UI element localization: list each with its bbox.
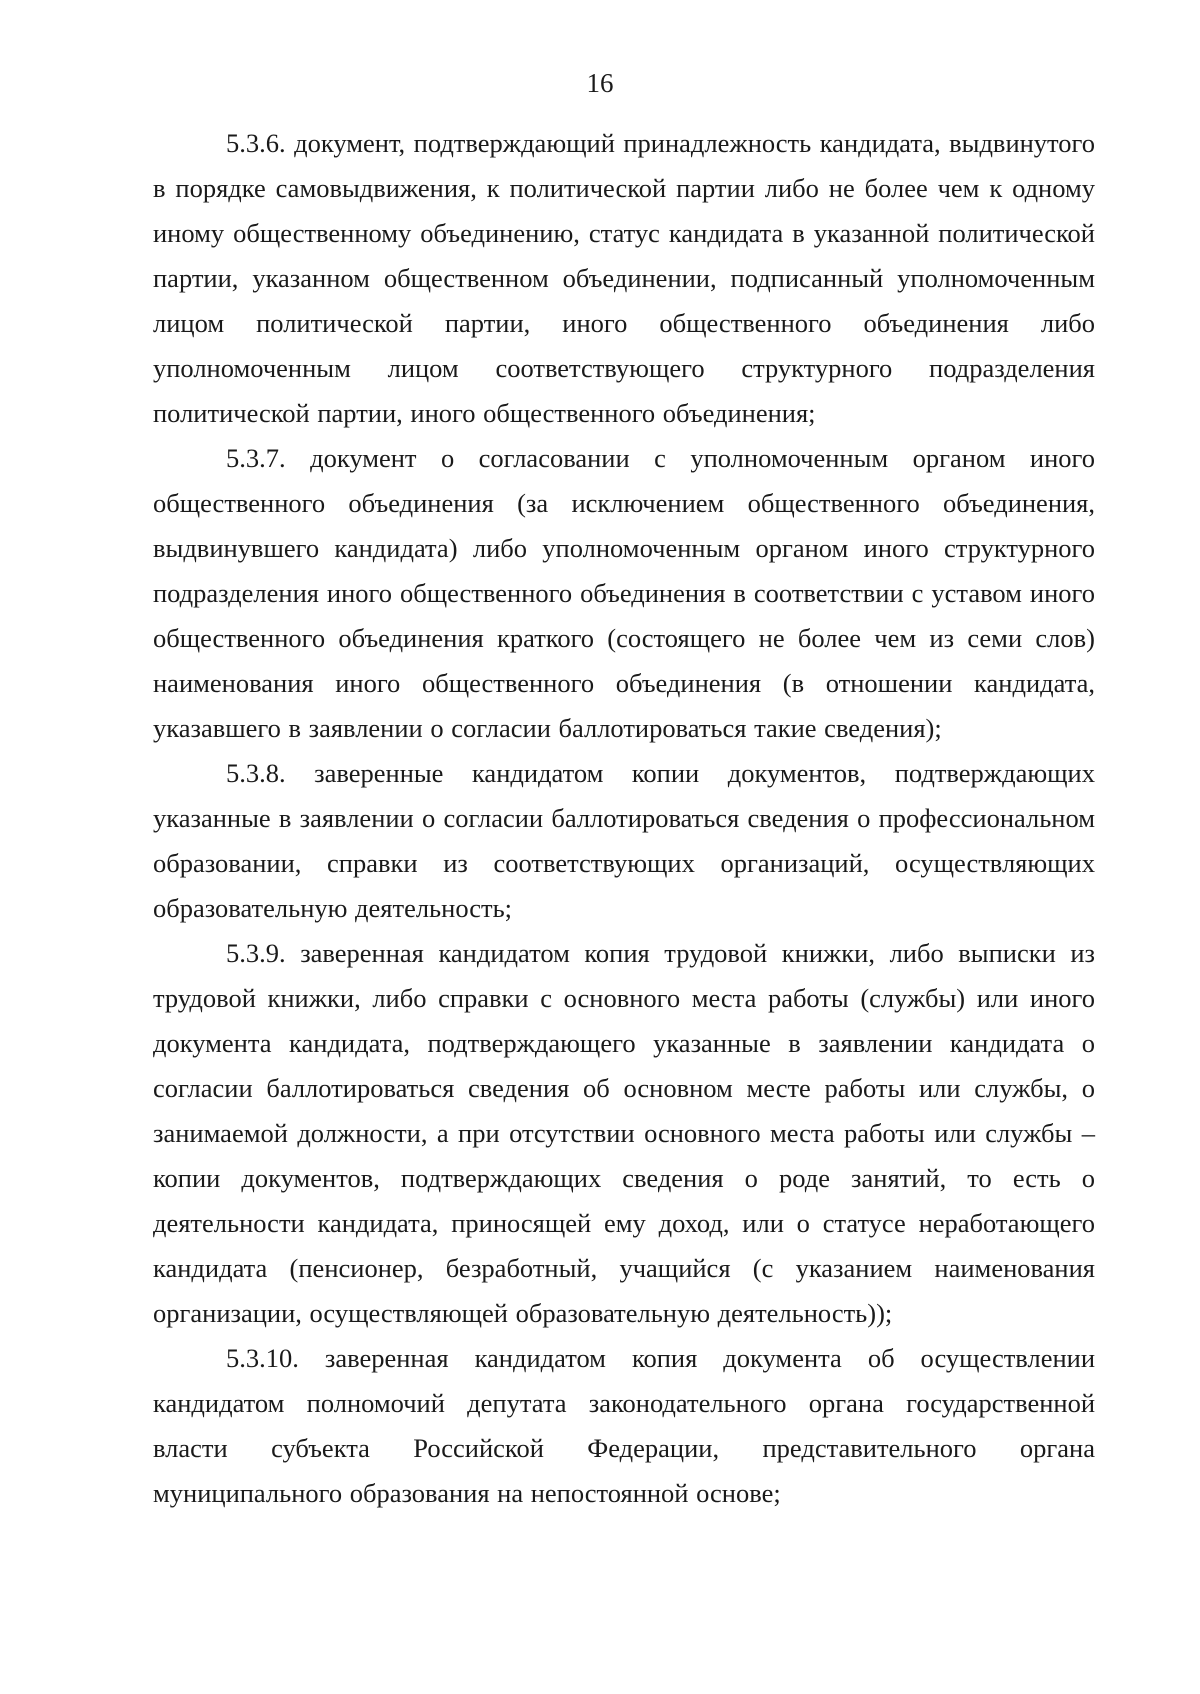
paragraph-5-3-9: 5.3.9. заверенная кандидатом копия трудовой книжки, либо выписки из трудовой книжки, либо справки с основного места работы (службы) или иного документа кандидата, подтверждающего указанные в заявлении кандидата о согласии баллотироваться сведения об основном месте работы или службы, о занимаемой должности, а при отсутствии основного места работы или службы – копии документов, подтверждающих сведения о роде занятий, то есть о деятельности кандидата, приносящей ему доход, или о статусе неработающего кандидата (пенсионер, безработный, учащийся (с указанием наименования организации, осуществляющей образовательную деятельность)); bbox=[153, 938, 1095, 1328]
paragraph-5-3-7: 5.3.7. документ о согласовании с уполномоченным органом иного общественного объединения (за исключением общественного объединения, выдвинувшего кандидата) либо уполномоченным органом иного структурного подразделения иного общественного объединения в соответствии с уставом иного общественного объединения краткого (состоящего не более чем из семи слов) наименования иного общественного объединения (в отношении кандидата, указавшего в заявлении о согласии баллотироваться такие сведения); bbox=[153, 443, 1095, 743]
paragraph-5-3-8: 5.3.8. заверенные кандидатом копии документов, подтверждающих указанные в заявлении о согласии баллотироваться сведения о профессиональном образовании, справки из соответствующих организаций, осуществляющих образовательную деятельность; bbox=[153, 758, 1095, 923]
page-number: 16 bbox=[586, 68, 614, 98]
paragraph-5-3-6: 5.3.6. документ, подтверждающий принадлежность кандидата, выдвинутого в порядке самовыдвижения, к политической партии либо не более чем к одному иному общественному объединению, статус кандидата в указанной политической партии, указанном общественном объединении, подписанный уполномоченным лицом политической партии, иного общественного объединения либо уполномоченным лицом соответствующего структурного подразделения политической партии, иного общественного объединения; bbox=[153, 128, 1095, 428]
paragraph-5-3-10: 5.3.10. заверенная кандидатом копия документа об осуществлении кандидатом полномочий депутата законодательного органа государственной власти субъекта Российской Федерации, представительного органа муниципального образования на непостоянной основе; bbox=[153, 1343, 1095, 1508]
document-body bbox=[153, 121, 1095, 1516]
